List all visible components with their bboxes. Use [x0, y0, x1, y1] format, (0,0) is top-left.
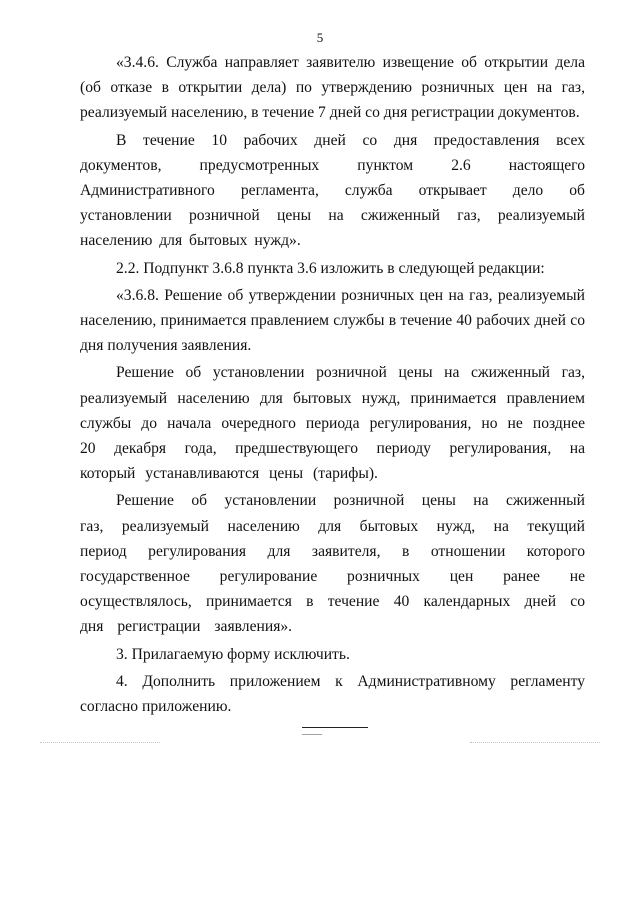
paragraph-liquefied-gas-decision: Решение об установлении розничной цены на сжиженный газ, реализуемый населению для бытовых нужд, принимается правлением службы до начала очередного периода регулирования, но не позднее 20 декабря года, предшествующего периоду регулирования, на который устанавливаются цены (тарифы).: [80, 364, 585, 483]
closing-separator-mark: [302, 734, 322, 735]
closing-separator-line: [302, 727, 368, 728]
document-body: [80, 50, 585, 719]
paragraph-ten-working-days: В течение 10 рабочих дней со дня предоставления всех документов, предусмотренных пунктом 2.6 настоящего Административного регламента, служба открывает дело об установлении розничной цены на сжиженный газ, реализуемый населению для бытовых нужд».: [80, 131, 585, 250]
paragraph-3-4-6: «3.4.6. Служба направляет заявителю извещение об открытии дела (об отказе в открытии дела) по утверждению розничных цен на газ, реализуемый населению, в течение 7 дней со дня регистрации документов.: [80, 54, 585, 122]
scan-artifact-right: [470, 742, 600, 743]
paragraph-item-3: 3. Прилагаемую форму исключить.: [116, 645, 350, 663]
paragraph-2-2-amendment: 2.2. Подпункт 3.6.8 пункта 3.6 изложить в следующей редакции:: [116, 259, 545, 277]
paragraph-item-4: 4. Дополнить приложением к Административному регламенту согласно приложению.: [80, 672, 585, 716]
page-number: 5: [316, 30, 324, 45]
paragraph-current-period-decision: Решение об установлении розничной цены на сжиженный газ, реализуемый населению для бытовых нужд, на текущий период регулирования для заявителя, в отношении которого государственное регулирование розничных цен ранее не осуществлялось, принимается в течение 40 календарных дней со дня регистрации заявления».: [80, 492, 585, 636]
paragraph-3-6-8: «3.6.8. Решение об утверждении розничных цен на газ, реализуемый населению, принимается правлением службы в течение 40 рабочих дней со дня получения заявления.: [80, 286, 585, 355]
scan-artifact-left: [40, 742, 160, 743]
